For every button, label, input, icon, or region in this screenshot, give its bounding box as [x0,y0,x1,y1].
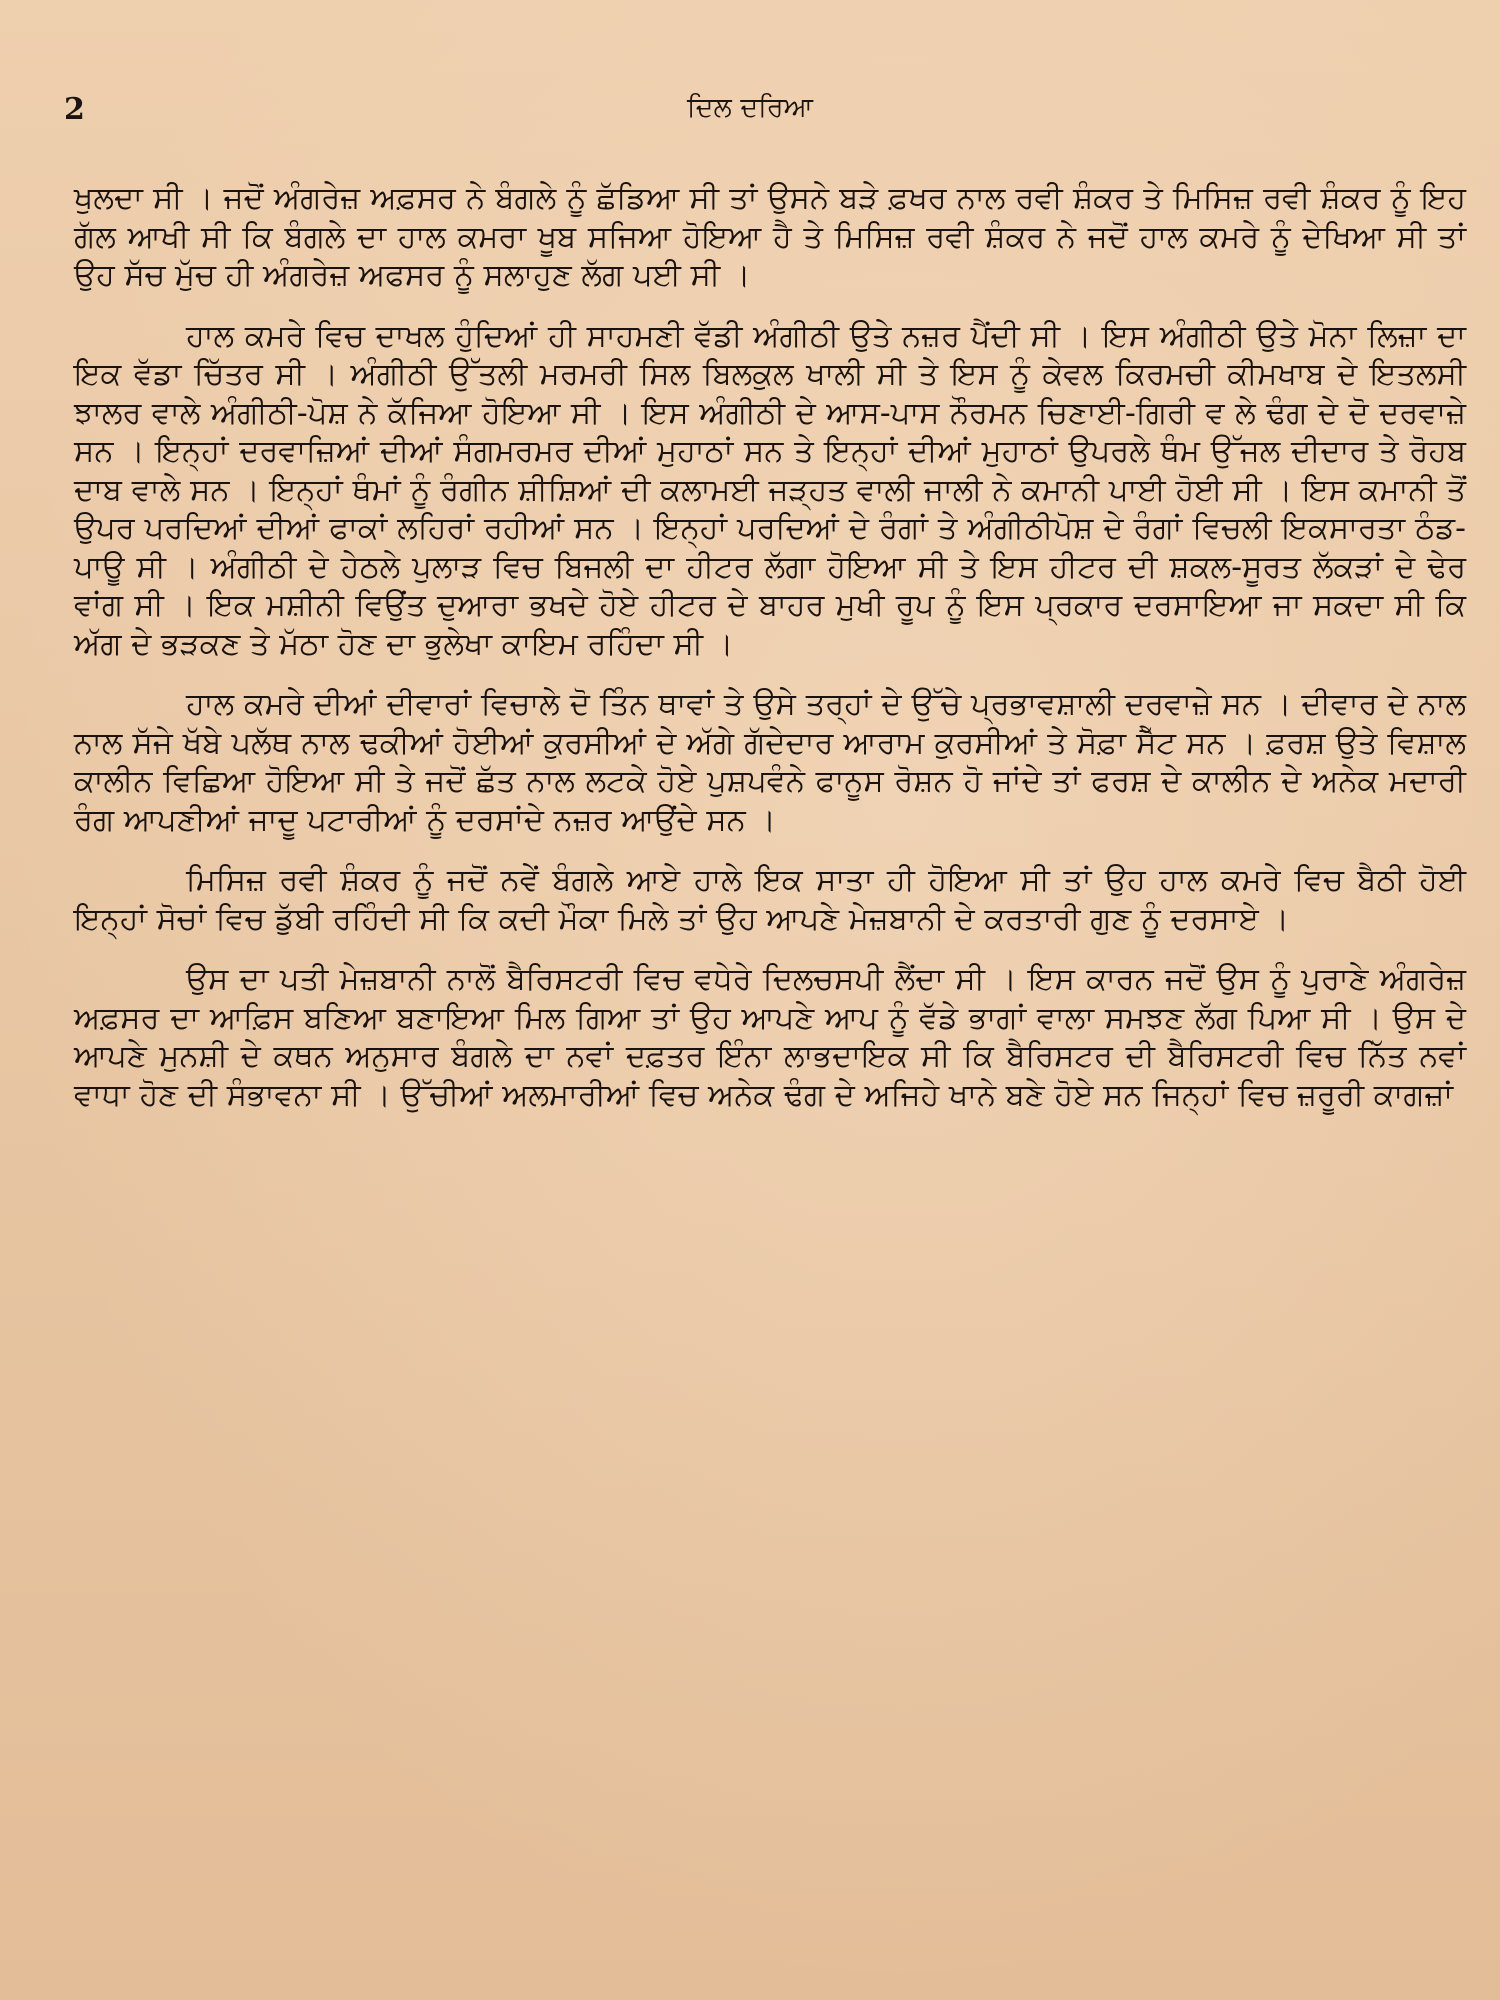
paragraph-5: ਉਸ ਦਾ ਪਤੀ ਮੇਜ਼ਬਾਨੀ ਨਾਲੋਂ ਬੈਰਿਸਟਰੀ ਵਿਚ ਵਧੇਰੇ ਦਿਲਚਸਪੀ ਲੈਂਦਾ ਸੀ । ਇਸ ਕਾਰਨ ਜਦੋਂ ਉਸ ਨੂੰ ਪੁਰਾਣੇ ਅੰਗਰੇਜ਼ ਅਫ਼ਸਰ ਦਾ ਆਫ਼ਿਸ ਬਣਿਆ ਬਣਾਇਆ ਮਿਲ ਗਿਆ ਤਾਂ ਉਹ ਆਪਣੇ ਆਪ ਨੂੰ ਵੱਡੇ ਭਾਗਾਂ ਵਾਲਾ ਸਮਝਣ ਲੱਗ ਪਿਆ ਸੀ । ਉਸ ਦੇ ਆਪਣੇ ਮੁਨਸ਼ੀ ਦੇ ਕਥਨ ਅਨੁਸਾਰ ਬੰਗਲੇ ਦਾ ਨਵਾਂ ਦਫ਼ਤਰ ਇੰਨਾ ਲਾਭਦਾਇਕ ਸੀ ਕਿ ਬੈਰਿਸਟਰ ਦੀ ਬੈਰਿਸਟਰੀ ਵਿਚ ਨਿੱਤ ਨਵਾਂ ਵਾਧਾ ਹੋਣ ਦੀ ਸੰਭਾਵਨਾ ਸੀ । ਉੱਚੀਆਂ ਅਲਮਾਰੀਆਂ ਵਿਚ ਅਨੇਕ ਢੰਗ ਦੇ ਅਜਿਹੇ ਖਾਨੇ ਬਣੇ ਹੋਏ ਸਨ ਜਿਨ੍ਹਾਂ ਵਿਚ ਜ਼ਰੂਰੀ ਕਾਗਜ਼ਾਂ [74,962,1466,1113]
running-title: ਦਿਲ ਦਰਿਆ [686,92,814,123]
body-text [74,180,1466,1115]
paragraph-4: ਮਿਸਿਜ਼ ਰਵੀ ਸ਼ੰਕਰ ਨੂੰ ਜਦੋਂ ਨਵੇਂ ਬੰਗਲੇ ਆਏ ਹਾਲੇ ਇਕ ਸਾਤਾ ਹੀ ਹੋਇਆ ਸੀ ਤਾਂ ਉਹ ਹਾਲ ਕਮਰੇ ਵਿਚ ਬੈਠੀ ਹੋਈ ਇਨ੍ਹਾਂ ਸੋਚਾਂ ਵਿਚ ਡੁੱਬੀ ਰਹਿੰਦੀ ਸੀ ਕਿ ਕਦੀ ਮੌਕਾ ਮਿਲੇ ਤਾਂ ਉਹ ਆਪਣੇ ਮੇਜ਼ਬਾਨੀ ਦੇ ਕਰਤਾਰੀ ਗੁਣ ਨੂੰ ਦਰਸਾਏ । [74,863,1466,937]
paragraph-1: ਖੁਲਦਾ ਸੀ । ਜਦੋਂ ਅੰਗਰੇਜ਼ ਅਫ਼ਸਰ ਨੇ ਬੰਗਲੇ ਨੂੰ ਛੱਡਿਆ ਸੀ ਤਾਂ ਉਸਨੇ ਬੜੇ ਫ਼ਖਰ ਨਾਲ ਰਵੀ ਸ਼ੰਕਰ ਤੇ ਮਿਸਿਜ਼ ਰਵੀ ਸ਼ੰਕਰ ਨੂੰ ਇਹ ਗੱਲ ਆਖੀ ਸੀ ਕਿ ਬੰਗਲੇ ਦਾ ਹਾਲ ਕਮਰਾ ਖੂਬ ਸਜਿਆ ਹੋਇਆ ਹੈ ਤੇ ਮਿਸਿਜ਼ ਰਵੀ ਸ਼ੰਕਰ ਨੇ ਜਦੋਂ ਹਾਲ ਕਮਰੇ ਨੂੰ ਦੇਖਿਆ ਸੀ ਤਾਂ ਉਹ ਸੱਚ ਮੁੱਚ ਹੀ ਅੰਗਰੇਜ਼ ਅਫਸਰ ਨੂੰ ਸਲਾਹੁਣ ਲੱਗ ਪਈ ਸੀ । [74,181,1466,293]
page-header [0,92,1500,132]
page-number: 2 [64,92,85,127]
paragraph-3: ਹਾਲ ਕਮਰੇ ਦੀਆਂ ਦੀਵਾਰਾਂ ਵਿਚਾਲੇ ਦੋ ਤਿੰਨ ਥਾਵਾਂ ਤੇ ਉਸੇ ਤਰ੍ਹਾਂ ਦੇ ਉੱਚੇ ਪ੍ਰਭਾਵਸ਼ਾਲੀ ਦਰਵਾਜ਼ੇ ਸਨ । ਦੀਵਾਰ ਦੇ ਨਾਲ ਨਾਲ ਸੱਜੇ ਖੱਬੇ ਪਲੱਥ ਨਾਲ ਢਕੀਆਂ ਹੋਈਆਂ ਕੁਰਸੀਆਂ ਦੇ ਅੱਗੇ ਗੱਦੇਦਾਰ ਆਰਾਮ ਕੁਰਸੀਆਂ ਤੇ ਸੋਫ਼ਾ ਸੈੱਟ ਸਨ । ਫ਼ਰਸ਼ ਉਤੇ ਵਿਸ਼ਾਲ ਕਾਲੀਨ ਵਿਛਿਆ ਹੋਇਆ ਸੀ ਤੇ ਜਦੋਂ ਛੱਤ ਨਾਲ ਲਟਕੇ ਹੋਏ ਪੁਸ਼ਪਵੰਨੇ ਫਾਨੂਸ ਰੋਸ਼ਨ ਹੋ ਜਾਂਦੇ ਤਾਂ ਫਰਸ਼ ਦੇ ਕਾਲੀਨ ਦੇ ਅਨੇਕ ਮਦਾਰੀ ਰੰਗ ਆਪਣੀਆਂ ਜਾਦੂ ਪਟਾਰੀਆਂ ਨੂੰ ਦਰਸਾਂਦੇ ਨਜ਼ਰ ਆਉਂਦੇ ਸਨ । [74,687,1466,838]
paragraph-2: ਹਾਲ ਕਮਰੇ ਵਿਚ ਦਾਖਲ ਹੁੰਦਿਆਂ ਹੀ ਸਾਹਮਣੀ ਵੱਡੀ ਅੰਗੀਠੀ ਉਤੇ ਨਜ਼ਰ ਪੈਂਦੀ ਸੀ । ਇਸ ਅੰਗੀਠੀ ਉਤੇ ਮੋਨਾ ਲਿਜ਼ਾ ਦਾ ਇਕ ਵੱਡਾ ਚਿੱਤਰ ਸੀ । ਅੰਗੀਠੀ ਉੱਤਲੀ ਮਰਮਰੀ ਸਿਲ ਬਿਲਕੁਲ ਖਾਲੀ ਸੀ ਤੇ ਇਸ ਨੂੰ ਕੇਵਲ ਕਿਰਮਚੀ ਕੀਮਖਾਬ ਦੇ ਇਤਲਸੀ ਝਾਲਰ ਵਾਲੇ ਅੰਗੀਠੀ-ਪੋਸ਼ ਨੇ ਕੱਜਿਆ ਹੋਇਆ ਸੀ । ਇਸ ਅੰਗੀਠੀ ਦੇ ਆਸ-ਪਾਸ ਨੌਰਮਨ ਚਿਣਾਈ-ਗਿਰੀ ਵ ਲੇ ਢੰਗ ਦੇ ਦੋ ਦਰਵਾਜ਼ੇ ਸਨ । ਇਨ੍ਹਾਂ ਦਰਵਾਜ਼ਿਆਂ ਦੀਆਂ ਸੰਗਮਰਮਰ ਦੀਆਂ ਮੁਹਾਠਾਂ ਸਨ ਤੇ ਇਨ੍ਹਾਂ ਦੀਆਂ ਮੁਹਾਠਾਂ ਉਪਰਲੇ ਥੰਮ ਉੱਜਲ ਦੀਦਾਰ ਤੇ ਰੋਹਬ ਦਾਬ ਵਾਲੇ ਸਨ । ਇਨ੍ਹਾਂ ਥੰਮਾਂ ਨੂੰ ਰੰਗੀਨ ਸ਼ੀਸ਼ਿਆਂ ਦੀ ਕਲਾਮਈ ਜੜ੍ਹਤ ਵਾਲੀ ਜਾਲੀ ਨੇ ਕਮਾਨੀ ਪਾਈ ਹੋਈ ਸੀ । ਇਸ ਕਮਾਨੀ ਤੋਂ ਉਪਰ ਪਰਦਿਆਂ ਦੀਆਂ ਫਾਕਾਂ ਲਹਿਰਾਂ ਰਹੀਆਂ ਸਨ । ਇਨ੍ਹਾਂ ਪਰਦਿਆਂ ਦੇ ਰੰਗਾਂ ਤੇ ਅੰਗੀਠੀਪੋਸ਼ ਦੇ ਰੰਗਾਂ ਵਿਚਲੀ ਇਕਸਾਰਤਾ ਠੰਡ-ਪਾਊ ਸੀ । ਅੰਗੀਠੀ ਦੇ ਹੇਠਲੇ ਪੁਲਾੜ ਵਿਚ ਬਿਜਲੀ ਦਾ ਹੀਟਰ ਲੱਗਾ ਹੋਇਆ ਸੀ ਤੇ ਇਸ ਹੀਟਰ ਦੀ ਸ਼ਕਲ-ਸੂਰਤ ਲੱਕੜਾਂ ਦੇ ਢੇਰ ਵਾਂਗ ਸੀ । ਇਕ ਮਸ਼ੀਨੀ ਵਿਉਂਤ ਦੁਆਰਾ ਭਖਦੇ ਹੋਏ ਹੀਟਰ ਦੇ ਬਾਹਰ ਮੁਖੀ ਰੂਪ ਨੂੰ ਇਸ ਪ੍ਰਕਾਰ ਦਰਸਾਇਆ ਜਾ ਸਕਦਾ ਸੀ ਕਿ ਅੱਗ ਦੇ ਭੜਕਣ ਤੇ ਮੱਠਾ ਹੋਣ ਦਾ ਭੁਲੇਖਾ ਕਾਇਮ ਰਹਿੰਦਾ ਸੀ । [74,318,1466,662]
